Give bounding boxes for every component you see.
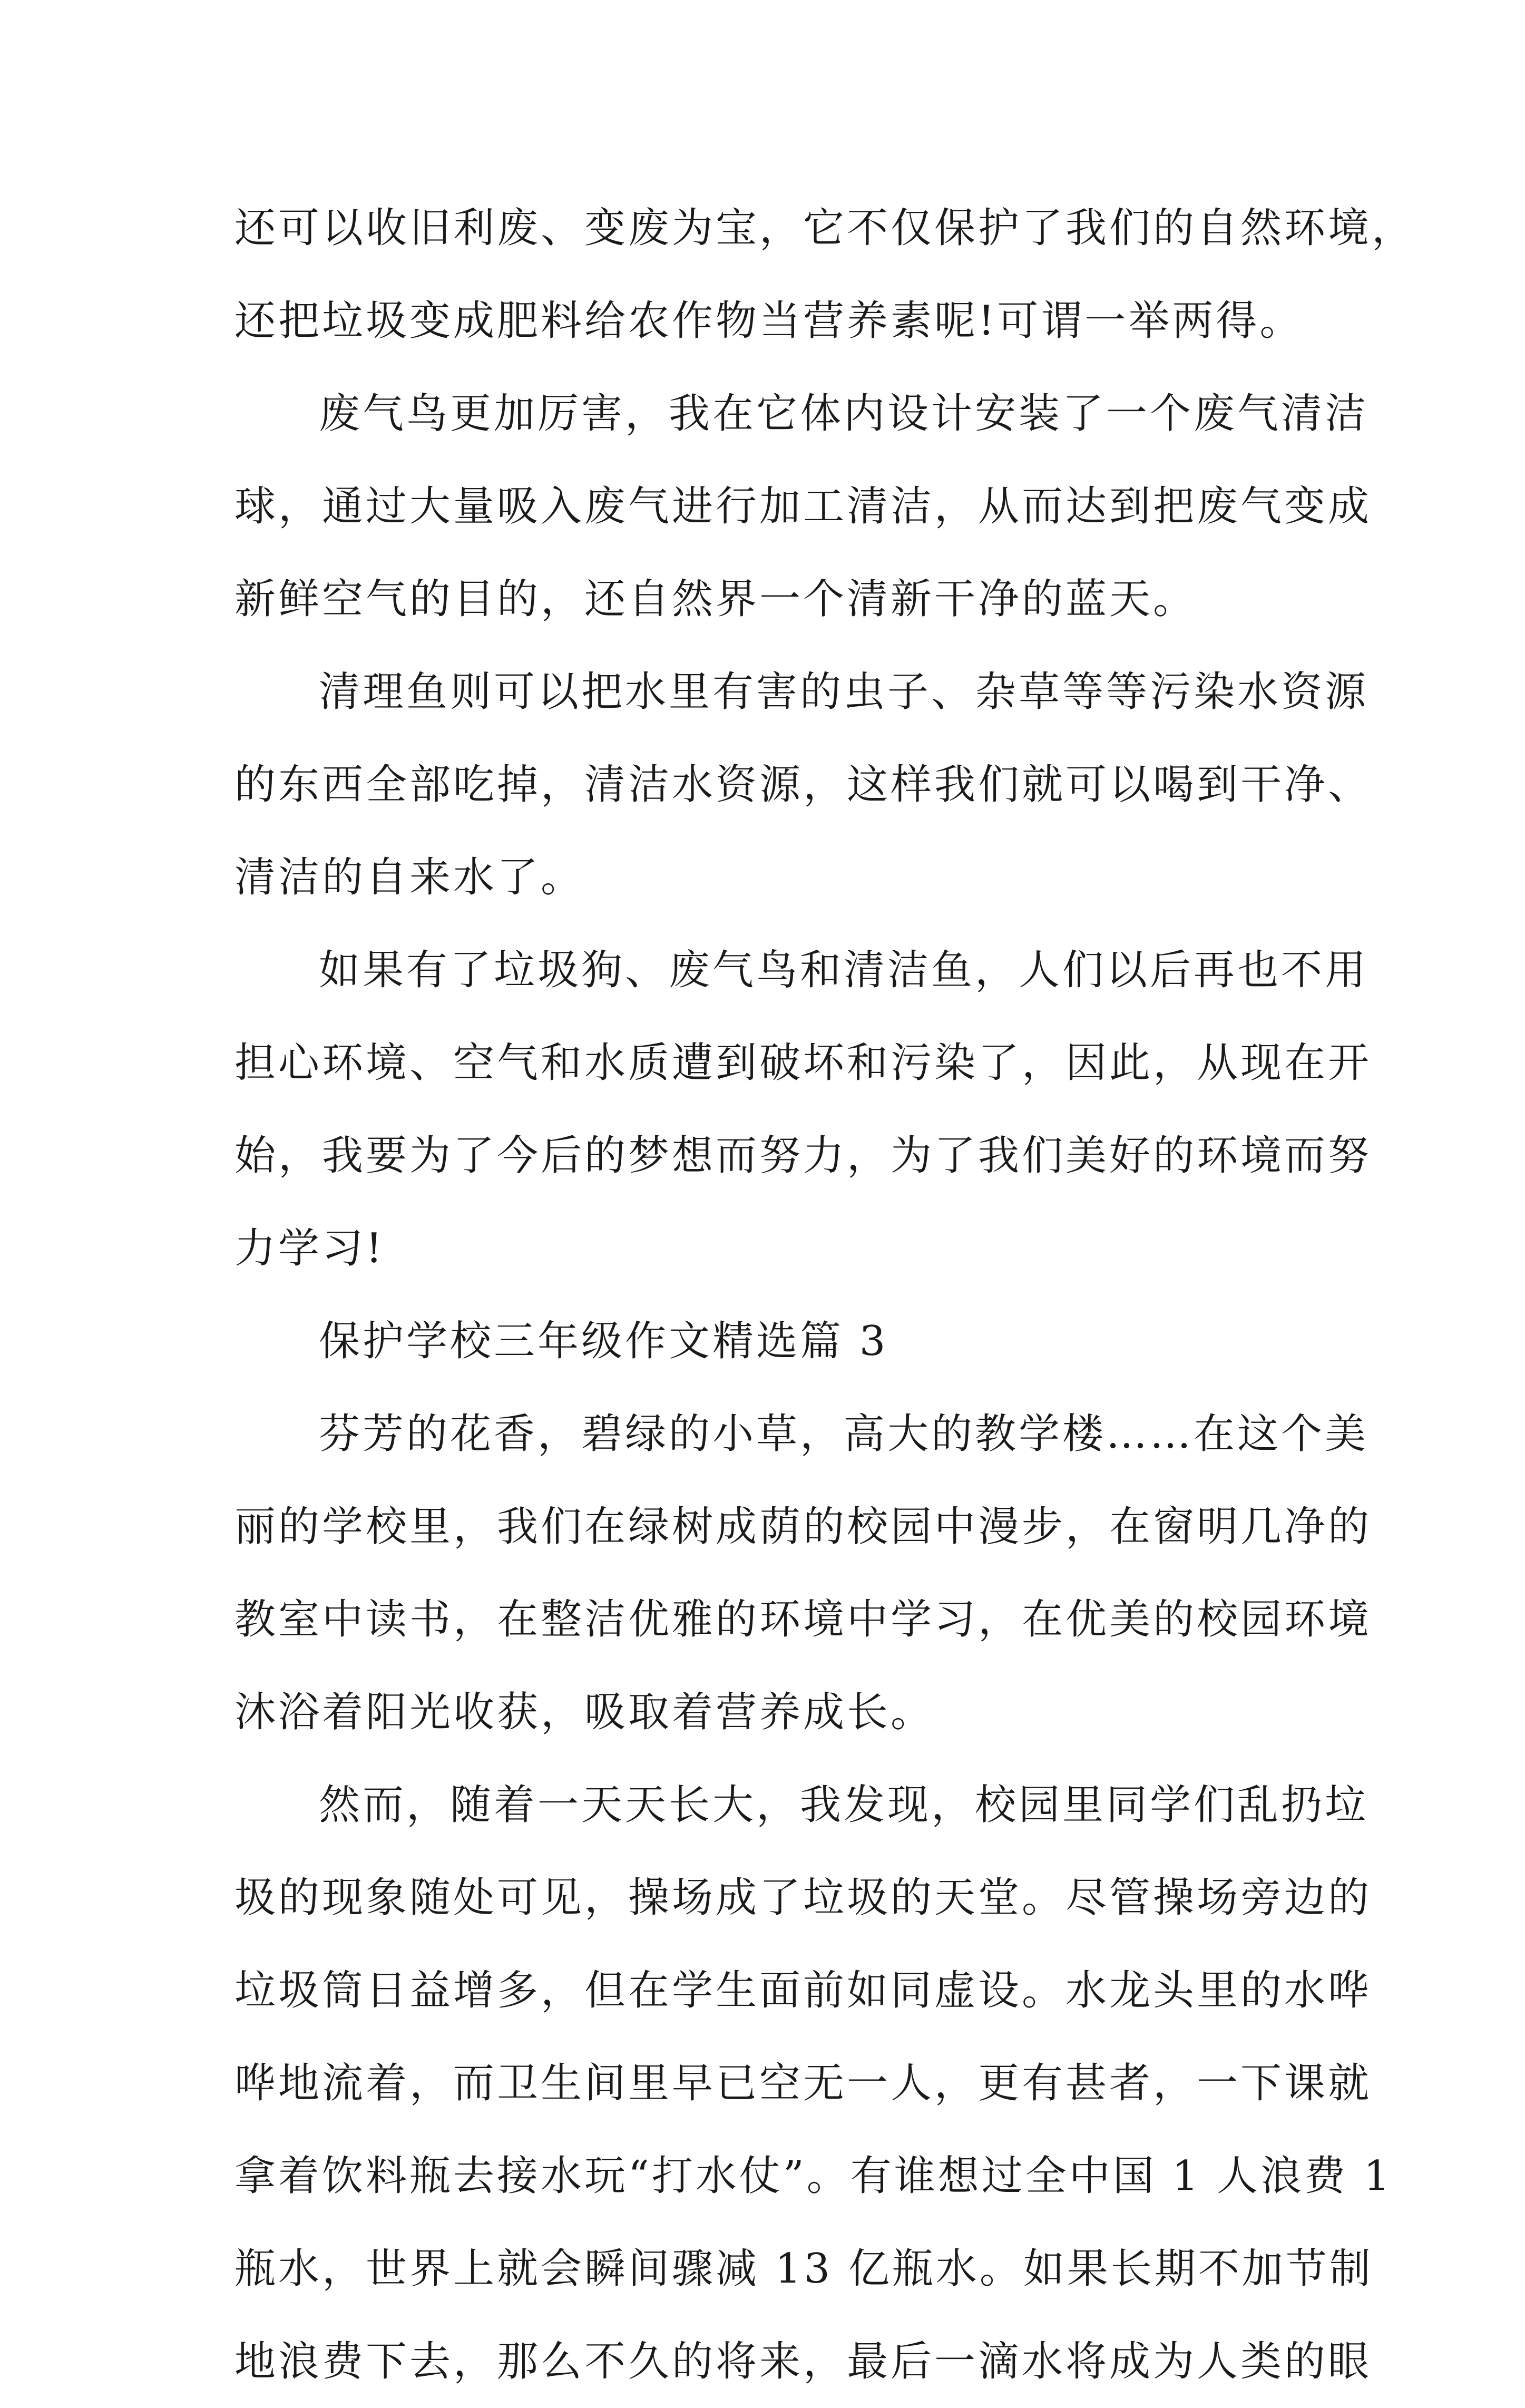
text-line: 芬芳的花香，碧绿的小草，高大的教学楼……在这个美 (319, 1410, 1369, 1458)
text-line: 如果有了垃圾狗、废气鸟和清洁鱼，人们以后再也不用 (319, 947, 1369, 994)
text-line: 的东西全部吃掉，清洁水资源，这样我们就可以喝到干净、 (234, 761, 1372, 808)
text-line: 拿着饮料瓶去接水玩“打水仗”。有谁想过全中国 1 人浪费 1 (234, 2152, 1393, 2200)
text-line: 还把垃圾变成肥料给农作物当营养素呢!可谓一举两得。 (234, 297, 1304, 345)
text-line: 清理鱼则可以把水里有害的虫子、杂草等等污染水资源 (319, 668, 1369, 716)
text-line: 教室中读书，在整洁优雅的环境中学习，在优美的校园环境 (234, 1596, 1372, 1643)
text-line: 垃圾筒日益增多，但在学生面前如同虚设。水龙头里的水哗 (234, 1967, 1372, 2014)
text-line: 新鲜空气的目的，还自然界一个清新干净的蓝天。 (234, 576, 1197, 623)
text-line: 力学习! (234, 1225, 385, 1272)
text-line: 担心环境、空气和水质遭到破坏和污染了，因此，从现在开 (234, 1039, 1372, 1087)
text-line: 丽的学校里，我们在绿树成荫的校园中漫步，在窗明几净的 (234, 1503, 1372, 1551)
text-line: 还可以收旧利废、变废为宝，它不仅保护了我们的自然环境， (234, 204, 1416, 252)
text-line: 地浪费下去，那么不久的将来，最后一滴水将成为人类的眼 (234, 2338, 1372, 2385)
text-line: 废气鸟更加厉害，我在它体内设计安装了一个废气清洁 (319, 390, 1369, 437)
text-line: 瓶水，世界上就会瞬间骤减 13 亿瓶水。如果长期不加节制 (234, 2245, 1373, 2293)
text-line: 然而，随着一天天长大，我发现，校园里同学们乱扔垃 (319, 1781, 1369, 1829)
document-body (234, 182, 1416, 2408)
text-line: 清洁的自来水了。 (234, 854, 585, 901)
text-line: 球，通过大量吸入废气进行加工清洁，从而达到把废气变成 (234, 483, 1372, 530)
text-line: 哗地流着，而卫生间里早已空无一人，更有甚者，一下课就 (234, 2060, 1372, 2107)
text-line: 沐浴着阳光收获，吸取着营养成长。 (234, 1689, 935, 1736)
text-line: 始，我要为了今后的梦想而努力，为了我们美好的环境而努 (234, 1132, 1372, 1179)
section-heading: 保护学校三年级作文精选篇 3 (319, 1318, 888, 1365)
text-line: 圾的现象随处可见，操场成了垃圾的天堂。尽管操场旁边的 (234, 1874, 1372, 1922)
